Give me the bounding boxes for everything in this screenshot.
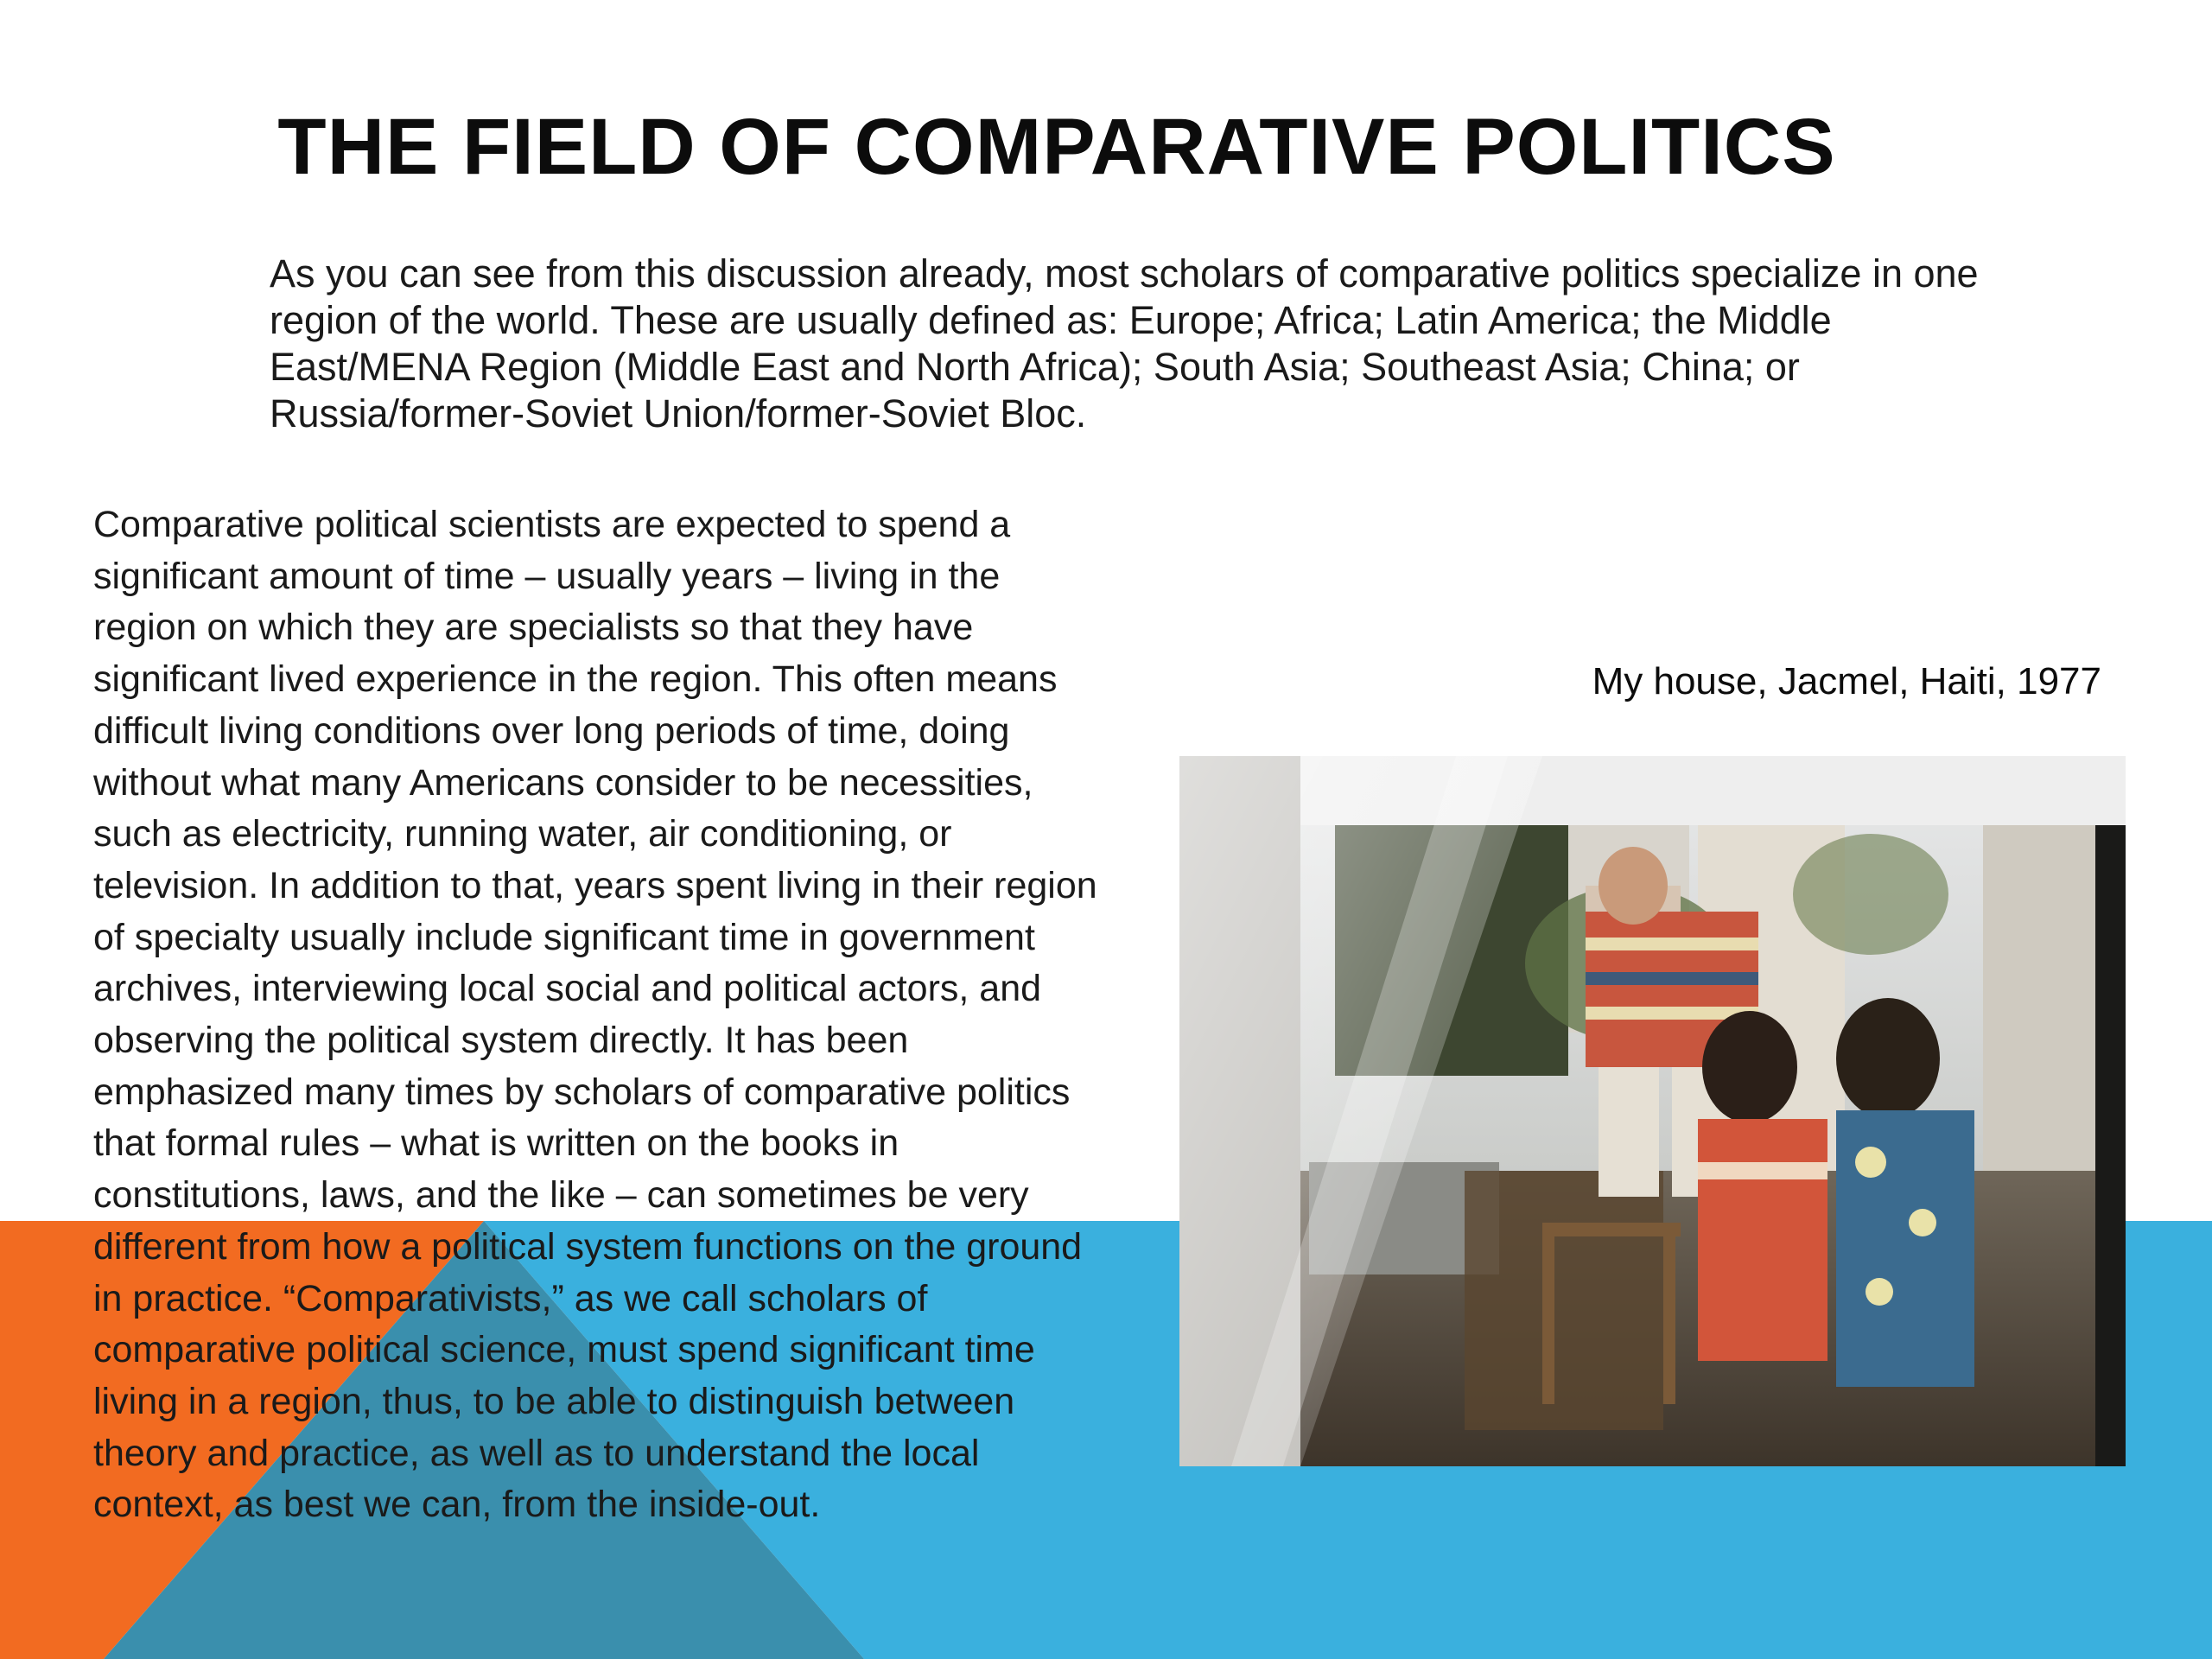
- slide-title: THE FIELD OF COMPARATIVE POLITICS: [277, 103, 1836, 191]
- photo-caption: My house, Jacmel, Haiti, 1977: [1592, 660, 2101, 702]
- photo-illustration: [1179, 756, 2126, 1466]
- house-photo: [1179, 756, 2126, 1466]
- intro-paragraph: As you can see from this discussion already, most scholars of comparative politics specialize in one region of the world. These are usually defined as: Europe; Africa; Latin America; the Middle East/MENA Region (Middle East and North Africa); South Asia; Southeast Asia; China; or Russia/former-Soviet Union/former-Soviet Bloc.: [270, 251, 1979, 435]
- body-paragraph: Comparative political scientists are expected to spend a significant amount of time – usually years – living in the region on which they are specialists so that they have significant lived experience in the region. This often means difficult living conditions over long periods of time, doing without what many Americans consider to be necessities, such as electricity, running water, air conditioning, or television. In addition to that, years spent living in their region of specialty usually include significant time in government archives, interviewing local social and political actors, and observing the political system directly. It has been emphasized many times by scholars of comparative politics that formal rules – what is written on the books in constitutions, laws, and the like – can sometimes be very different from how a political system functions on the ground in practice. “Comparativists,” as we call scholars of comparative political science, must spend significant time living in a region, thus, to be able to distinguish between theory and practice, as well as to understand the local context, as best we can, from the inside-out.: [93, 504, 1097, 1526]
